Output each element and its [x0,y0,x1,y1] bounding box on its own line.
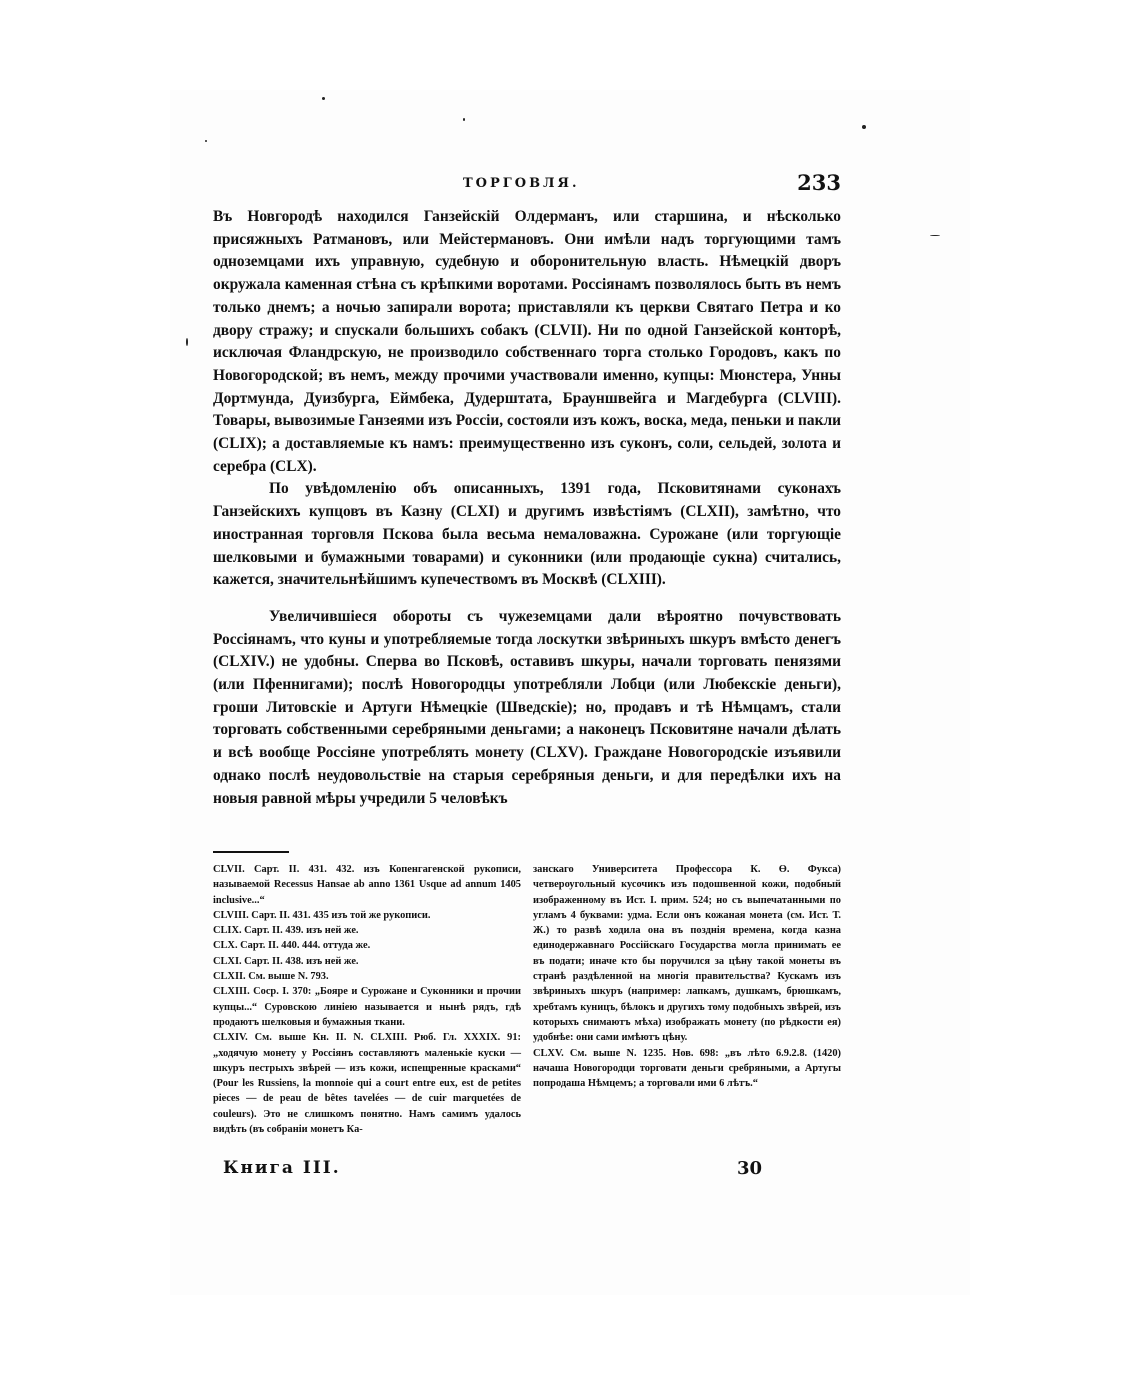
footnote: CLXV. См. выше N. 1235. Нов. 698: „въ лѣто 6.9.2.8. (1420) начаша Новогородци торговати деньги сребряными, а Артугы попродаша Нѣмцемъ; а торговали ими 6 лѣтъ.“ [533,1047,841,1090]
scan-speck [186,338,188,346]
paragraph: Въ Новгородѣ находился Ганзейскій Олдерманъ, или старшина, и нѣсколько присяжныхъ Ратмановъ, или Мейстермановъ. Они имѣли надъ торгующими тамъ одноземцами ихъ управную, судебную и оборонительную власть. Нѣмецкій дворъ окружала каменная стѣна съ крѣпкими воротами. Россіянамъ позволялось быть въ немъ только днемъ; а ночью запирали ворота; приставляли къ церкви Святаго Петра и ко двору стражу; и спускали большихъ собакъ (CLVII). Ни по одной Ганзейской конторѣ, исключая Фландрскую, не производило собственнаго торга столько Городовъ, какъ по Новогородской; въ немъ, между прочими участвовали именно, купцы: Мюнстера, Унны Дортмунда, Дуизбурга, Еймбека, Дудерштата, Брауншвейга и Магдебурга (CLVIII). Товары, вывозимые Ганзеями изъ Россіи, состояли изъ кожъ, воска, меда, пеньки и пакли (CLIX); а доставляемые къ намъ: преимущественно изъ суконъ, соли, сельдей, золота и серебра (CLX). [213,208,841,475]
footnotes-left-column [213,862,521,1137]
sheet-number: 30 [737,1158,763,1179]
footnote: CLXI. Сарт. II. 438. изъ ней же. [213,955,359,967]
footnote: CLXII. См. выше N. 793. [213,971,329,983]
book-signature: Книга III. [223,1158,341,1178]
page-number: 233 [797,170,841,195]
footnote: CLXIII. Соср. I. 370: „Бояре и Сурожане и Суконники и прочии купцы...“ Суровскою линіею называется и нынѣ рядъ, гдѣ продаютъ шелковыя и бумажныя ткани. [213,986,521,1028]
scan-speck [930,235,940,236]
footnotes [213,862,841,1137]
footnote: занскаго Университета Профессора К. Ө. Фукса) четвероугольный кусочикъ изъ подошвенной кожи, подобный изображенному въ Ист. I. прим. 524; но съ выпечатанными по угламъ 4 буквами: удма. Если онъ кожаная монета (см. Ист. Т. Ж.) то развѣ ходила она въ позднія времена, когда казна единодержавнаго Россійскаго Государства могла принимать ее въ подати; иначе кто бы поручился за цѣну такой монеты въ странѣ раздѣленной на многія правительства? Кускамъ изъ звѣриныхъ шкуръ (например: лапкамъ, душкамъ, брюшкамъ, хребтамъ куницъ, бѣлокъ и другихъ тому подобныхъ звѣрей, изъ которыхъ снимаютъ мѣха) изображать монету (по рѣдкости ея) удобнѣе: они сами имѣютъ цѣну. [533,864,841,1044]
main-text [213,206,841,810]
scan-speck [322,97,325,100]
footnote-rule [213,851,289,853]
footnote: CLX. Сарт. II. 440. 444. оттуда же. [213,940,371,952]
scan-speck [862,125,866,129]
paragraph: По увѣдомленію объ описанныхъ, 1391 года, Псковитянами суконахъ Ганзейскихъ купцовъ въ Казну (CLXI) и другимъ извѣстіямъ (CLXII), замѣтно, что иностранная торговля Пскова была весьма немаловажна. Сурожане (или торгующіе шелковыми и бумажными товарами) и суконники (или продающіе сукна) считались, кажется, значительнѣйшимъ купечествомъ въ Москвѣ (CLXIII). [213,480,841,589]
footnote: CLVII. Сарт. II. 431. 432. изъ Копенгагенской рукописи, называемой Recessus Hansae ab anno 1361 Usque ad annum 1405 inclusive...“ [213,864,521,906]
scan-speck [205,140,207,142]
page-footer [213,1158,841,1188]
footnote: CLVIII. Сарт. II. 431. 435 изъ той же рукописи. [213,909,431,921]
running-title: ТОРГОВЛЯ. [463,176,580,191]
scan-speck [463,118,465,121]
paragraph: Увеличившіеся обороты съ чужеземцами дали вѣроятно почувствовать Россіянамъ, что куны и употребляемые тогда лоскутки звѣриныхъ шкуръ вмѣсто денегъ (CLXIV.) не удобны. Сперва во Псковѣ, оставивъ шкуры, начали торговать пенязями (или Пфеннигами); послѣ Новогородцы употребляли Лобци (или Любекскіе деньги), гроши Литовскіе и Артуги Нѣмецкіе (Шведскіе); но, продавъ и тѣ Нѣмцамъ, стали торговать собственными серебряными деньгами; а наконецъ Псковитяне начали дѣлать и всѣ вообще Россіяне употреблять монету (CLXV). Граждане Новогородскіе изъявили однако послѣ неудовольствіе на старыя серебряныя деньги, и для передѣлки ихъ на новыя равной мѣры учредили 5 человѣкъ [213,607,841,807]
footnotes-right-column [533,862,841,1137]
running-head [213,170,841,204]
footnote: CLXIV. См. выше Кн. II. N. CLXIII. Рюб. Гл. XXXIX. 91: „ходячую монету у Россіянъ составляютъ маленькіе куски — шкуръ пестрыхъ звѣрей — изъ кожи, испещренные красками“ (Pour les Russiens, la monnoie qui a court entre eux, est de petites pieces — de peau de bêtes tavelées — de cuir marquetées de couleurs). Это не слишкомъ понятно. Намъ самимъ удалось видѣть (въ собраніи монетъ Ка- [213,1032,521,1136]
footnote: CLIX. Сарт. II. 439. изъ ней же. [213,925,359,937]
